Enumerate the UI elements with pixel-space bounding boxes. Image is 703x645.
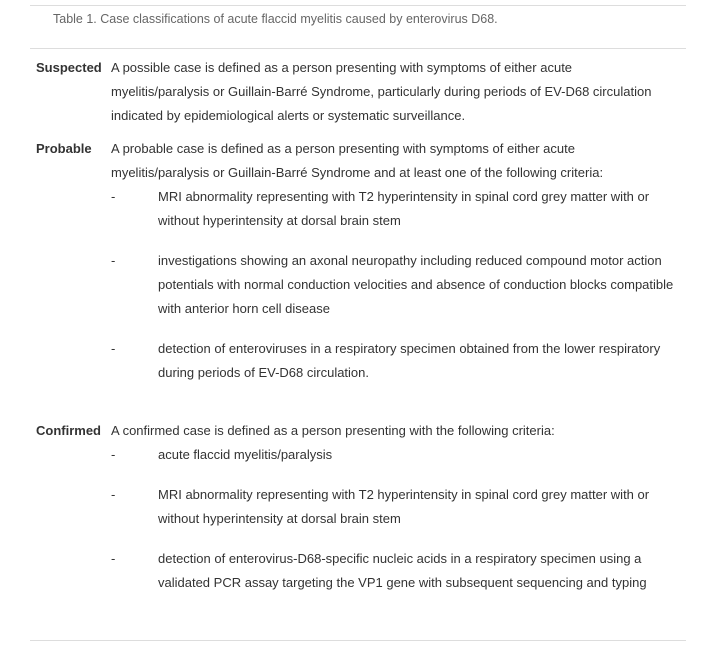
criterion-line: during periods of EV-D68 circulation. (158, 365, 370, 380)
criterion-bullet: - (111, 189, 116, 204)
definition-confirmed (111, 419, 683, 443)
criterion-item (158, 483, 683, 531)
definition-line: A possible case is defined as a person presenting with symptoms of either acute (111, 60, 573, 75)
definition-line: myelitis/paralysis or Guillain-Barré Syndrome and at least one of the following criteria: (111, 165, 604, 180)
criterion-line: potentials with normal conduction velocities and absence of conduction blocks compatible (158, 277, 674, 292)
criterion-bullet: - (111, 341, 116, 356)
definition-line: A probable case is defined as a person presenting with symptoms of either acute (111, 141, 575, 156)
criterion-bullet: - (111, 253, 116, 268)
criterion-bullet: - (111, 447, 116, 462)
criterion-line: MRI abnormality representing with T2 hyperintensity in spinal cord grey matter with or (158, 189, 650, 204)
criterion-item (158, 185, 683, 233)
definition-line: indicated by epidemiological alerts or systematic surveillance. (111, 108, 466, 123)
criterion-item (158, 547, 683, 595)
definition-suspected (111, 56, 683, 128)
row-label-confirmed: Confirmed (36, 423, 101, 438)
criterion-line: detection of enterovirus-D68-specific nucleic acids in a respiratory specimen using a (158, 551, 642, 566)
definition-line: A confirmed case is defined as a person presenting with the following criteria: (111, 423, 555, 438)
row-label-probable: Probable (36, 141, 92, 156)
criterion-line: investigations showing an axonal neuropathy including reduced compound motor action (158, 253, 662, 268)
definition-probable (111, 137, 683, 185)
table-bottom-rule (30, 640, 686, 641)
table-top-rule (30, 5, 686, 6)
criterion-line: validated PCR assay targeting the VP1 gene with subsequent sequencing and typing (158, 575, 647, 590)
criterion-item (158, 249, 683, 321)
criterion-line: without hyperintensity at dorsal brain stem (158, 213, 401, 228)
caption-divider (30, 48, 686, 49)
criterion-line: MRI abnormality representing with T2 hyperintensity in spinal cord grey matter with or (158, 487, 650, 502)
criterion-item (158, 337, 683, 385)
criterion-line: acute flaccid myelitis/paralysis (158, 447, 333, 462)
table-caption: Table 1. Case classifications of acute flaccid myelitis caused by enterovirus D68. (53, 12, 498, 26)
criterion-item (158, 443, 683, 467)
criterion-bullet: - (111, 551, 116, 566)
criterion-bullet: - (111, 487, 116, 502)
row-label-suspected: Suspected (36, 60, 102, 75)
definition-line: myelitis/paralysis or Guillain-Barré Syndrome, particularly during periods of EV-D68 circulation (111, 84, 652, 99)
criterion-line: with anterior horn cell disease (158, 301, 330, 316)
criterion-line: detection of enteroviruses in a respiratory specimen obtained from the lower respiratory (158, 341, 661, 356)
criterion-line: without hyperintensity at dorsal brain stem (158, 511, 401, 526)
